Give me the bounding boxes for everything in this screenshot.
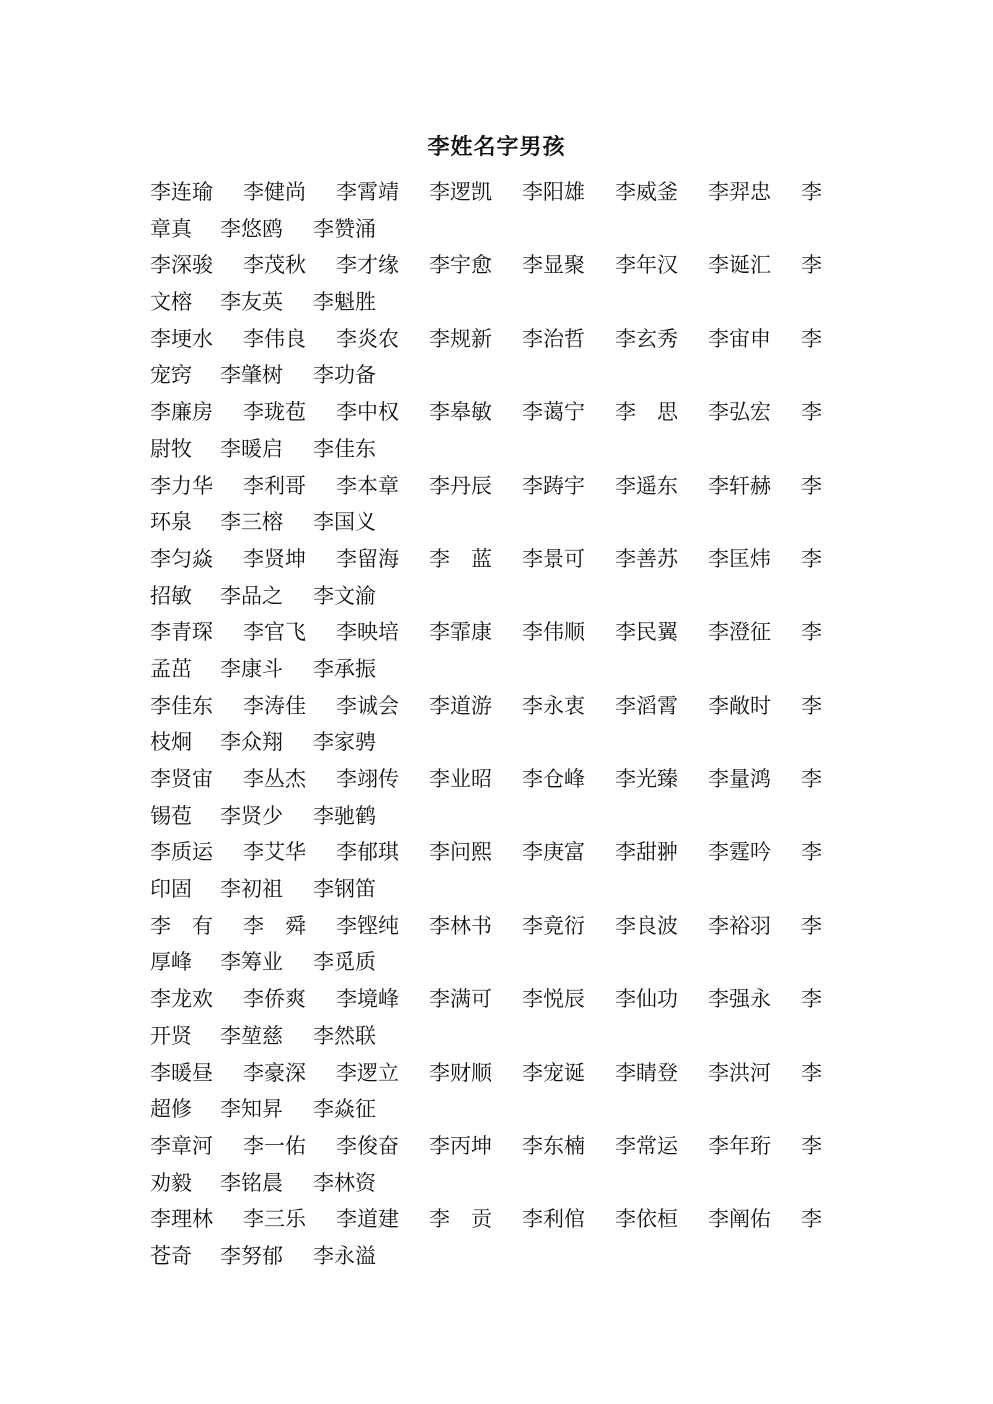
name-entry: 李良波 (615, 913, 678, 938)
name-entry: 李 (801, 1060, 822, 1085)
name-entry: 李道游 (429, 693, 492, 718)
name-entry: 李康斗 (220, 656, 283, 681)
name-entry: 李量鸿 (708, 767, 771, 791)
name-entry: 李道建 (336, 1207, 399, 1232)
name-entry: 宠窍 (150, 363, 192, 388)
page-title: 李姓名字男孩 (427, 134, 566, 160)
name-entry: 李侨爽 (243, 987, 306, 1012)
name-entry: 李留海 (336, 546, 399, 571)
name-line (150, 944, 840, 981)
name-line (150, 871, 840, 908)
name-entry: 李家骋 (313, 730, 376, 755)
name-entry: 李廉房 (150, 400, 213, 425)
name-entry: 李国义 (313, 510, 376, 535)
name-line (150, 1165, 840, 1202)
name-entry: 李友英 (220, 290, 283, 315)
name-line (150, 1091, 840, 1128)
name-entry: 李三乐 (243, 1207, 306, 1232)
name-entry: 李永溢 (313, 1243, 376, 1268)
name-entry: 李年珩 (708, 1133, 771, 1158)
name-entry: 李官飞 (243, 620, 306, 645)
name-line (150, 981, 840, 1018)
name-entry: 李本章 (336, 473, 399, 498)
name-entry: 李肇树 (220, 363, 283, 388)
name-entry: 李丹辰 (429, 473, 492, 498)
name-entry: 李东楠 (522, 1133, 585, 1158)
name-entry: 李强永 (708, 987, 771, 1012)
name-entry: 李才缘 (336, 253, 399, 278)
name-entry: 李境峰 (336, 987, 399, 1012)
name-entry: 李霏康 (429, 620, 492, 645)
name-entry: 李三榕 (220, 510, 283, 535)
name-entry: 李林书 (429, 913, 492, 938)
name-entry: 李 (801, 767, 822, 791)
name-line (150, 1201, 840, 1238)
name-entry: 李力华 (150, 473, 213, 498)
name-entry: 李威釜 (615, 180, 678, 204)
name-entry: 李文渝 (313, 583, 376, 608)
name-entry: 李 (801, 326, 822, 351)
name-line (150, 431, 840, 468)
name-entry: 李功备 (313, 363, 376, 388)
name-entry: 李佳东 (313, 436, 376, 461)
name-line (150, 688, 840, 725)
name-line (150, 761, 840, 798)
name-line (150, 834, 840, 871)
name-entry: 招敏 (150, 583, 192, 608)
name-entry: 李玄秀 (615, 326, 678, 351)
name-entry: 李滔霄 (615, 693, 678, 718)
name-entry: 超修 (150, 1097, 192, 1122)
name-entry: 李羿忠 (708, 180, 771, 204)
name-entry: 李众翔 (220, 730, 283, 755)
name-entry: 李艾华 (243, 840, 306, 865)
name-line (150, 908, 840, 945)
name-entry: 环泉 (150, 510, 192, 535)
name-entry: 李光臻 (615, 767, 678, 791)
name-entry: 李 (801, 1207, 822, 1232)
name-line (150, 247, 840, 284)
name-entry: 李深骏 (150, 253, 213, 278)
name-entry: 李佳东 (150, 693, 213, 718)
name-entry: 李洪河 (708, 1060, 771, 1085)
name-entry: 李敞时 (708, 693, 771, 718)
name-entry: 锡苞 (150, 803, 192, 828)
name-entry: 李映培 (336, 620, 399, 645)
name-entry: 李利哥 (243, 473, 306, 498)
name-entry: 李睛登 (615, 1060, 678, 1085)
name-entry: 李利倌 (522, 1207, 585, 1232)
name-line (150, 578, 840, 615)
name-entry: 李品之 (220, 583, 283, 608)
name-entry: 李俊奋 (336, 1133, 399, 1158)
name-entry: 李阐佑 (708, 1207, 771, 1232)
name-entry: 李宠诞 (522, 1060, 585, 1085)
name-entry: 李诚会 (336, 693, 399, 718)
name-line (150, 651, 840, 688)
name-entry: 开贤 (150, 1023, 192, 1048)
name-entry: 李竟衍 (522, 913, 585, 938)
name-entry: 李 (801, 693, 822, 718)
name-entry: 李青琛 (150, 620, 213, 645)
name-entry: 李踌宇 (522, 473, 585, 498)
name-entry: 李霄靖 (336, 180, 399, 204)
name-entry: 厚峰 (150, 950, 192, 975)
name-entry: 劝毅 (150, 1170, 192, 1195)
name-entry: 李常运 (615, 1133, 678, 1158)
name-entry: 李依桓 (615, 1207, 678, 1232)
name-entry: 李治哲 (522, 326, 585, 351)
name-entry: 李悠鸥 (220, 216, 283, 241)
name-entry: 李贤坤 (243, 546, 306, 571)
name-line (150, 1055, 840, 1092)
name-entry: 李仙功 (615, 987, 678, 1012)
name-entry: 李永衷 (522, 693, 585, 718)
name-entry: 李章河 (150, 1133, 213, 1158)
name-entry: 李 (801, 400, 822, 425)
name-entry: 李魁胜 (313, 290, 376, 315)
name-list (150, 174, 840, 1275)
name-entry: 李茂秋 (243, 253, 306, 278)
name-line (150, 798, 840, 835)
name-entry: 李连瑜 (150, 180, 213, 204)
name-entry: 李 (801, 620, 822, 645)
name-entry: 李 (801, 546, 822, 571)
name-entry: 李 (801, 253, 822, 278)
name-entry: 李规新 (429, 326, 492, 351)
name-line (150, 174, 840, 211)
name-entry: 李龙欢 (150, 987, 213, 1012)
name-entry: 孟茁 (150, 656, 192, 681)
name-line (150, 614, 840, 651)
name-entry: 李初祖 (220, 877, 283, 902)
name-entry: 李理林 (150, 1207, 213, 1232)
name-line (150, 284, 840, 321)
name-entry: 李弘宏 (708, 400, 771, 425)
name-entry: 李轩赫 (708, 473, 771, 498)
name-entry: 李埂水 (150, 326, 213, 351)
name-entry: 李伟顺 (522, 620, 585, 645)
name-line (150, 321, 840, 358)
name-entry: 李年汉 (615, 253, 678, 278)
name-entry: 李业昭 (429, 767, 492, 791)
name-entry: 李丛杰 (243, 767, 306, 791)
name-entry: 李 蓝 (429, 546, 492, 571)
name-entry: 李质运 (150, 840, 213, 865)
name-line (150, 541, 840, 578)
name-entry: 李民翼 (615, 620, 678, 645)
name-entry: 李皋敏 (429, 400, 492, 425)
name-entry: 李仓峰 (522, 767, 585, 791)
name-entry: 李承振 (313, 656, 376, 681)
name-line (150, 724, 840, 761)
name-entry: 李一佑 (243, 1133, 306, 1158)
name-entry: 李知昇 (220, 1097, 283, 1122)
name-entry: 李 (801, 180, 822, 204)
name-entry: 李澄征 (708, 620, 771, 645)
name-entry: 李暖昼 (150, 1060, 213, 1085)
name-entry: 李钢笛 (313, 877, 376, 902)
name-entry: 李善苏 (615, 546, 678, 571)
name-entry: 李 (801, 913, 822, 938)
name-line (150, 1128, 840, 1165)
name-entry: 李霆吟 (708, 840, 771, 865)
name-entry: 李暖启 (220, 436, 283, 461)
name-entry: 李悦辰 (522, 987, 585, 1012)
name-entry: 李贤少 (220, 803, 283, 828)
name-entry: 李匀焱 (150, 546, 213, 571)
name-entry: 李蔼宁 (522, 400, 585, 425)
name-entry: 李遥东 (615, 473, 678, 498)
name-entry: 李觅质 (313, 950, 376, 975)
name-entry: 李宇愈 (429, 253, 492, 278)
name-entry: 李诞汇 (708, 253, 771, 278)
name-entry: 李伟良 (243, 326, 306, 351)
name-line (150, 394, 840, 431)
name-entry: 李炎农 (336, 326, 399, 351)
name-entry: 李驰鹤 (313, 803, 376, 828)
name-entry: 李逻凯 (429, 180, 492, 204)
name-entry: 李焱征 (313, 1097, 376, 1122)
name-entry: 李铭晨 (220, 1170, 283, 1195)
name-entry: 印固 (150, 877, 192, 902)
name-entry: 李甜翀 (615, 840, 678, 865)
name-entry: 李阳雄 (522, 180, 585, 204)
name-line (150, 211, 840, 248)
name-entry: 李满可 (429, 987, 492, 1012)
name-entry: 李涛佳 (243, 693, 306, 718)
name-entry: 李筹业 (220, 950, 283, 975)
name-entry: 李珑苞 (243, 400, 306, 425)
name-entry: 李努郁 (220, 1243, 283, 1268)
name-entry: 李郁琪 (336, 840, 399, 865)
name-entry: 李 思 (615, 400, 678, 425)
name-entry: 李问熙 (429, 840, 492, 865)
name-entry: 李赞涌 (313, 216, 376, 241)
name-entry: 苍奇 (150, 1243, 192, 1268)
name-entry: 李健尚 (243, 180, 306, 204)
name-entry: 李豪深 (243, 1060, 306, 1085)
name-entry: 李逻立 (336, 1060, 399, 1085)
name-entry: 李 (801, 473, 822, 498)
name-entry: 李裕羽 (708, 913, 771, 938)
name-entry: 李翊传 (336, 767, 399, 791)
name-entry: 李景可 (522, 546, 585, 571)
name-line (150, 1018, 840, 1055)
name-entry: 李 (801, 987, 822, 1012)
name-entry: 李铿纯 (336, 913, 399, 938)
name-entry: 李财顺 (429, 1060, 492, 1085)
name-entry: 尉牧 (150, 436, 192, 461)
name-entry: 李林资 (313, 1170, 376, 1195)
name-entry: 李 (801, 1133, 822, 1158)
name-entry: 李显聚 (522, 253, 585, 278)
name-entry: 李 有 (150, 913, 213, 938)
name-entry: 李丙坤 (429, 1133, 492, 1158)
name-entry: 李然联 (313, 1023, 376, 1048)
name-entry: 李 舜 (243, 913, 306, 938)
name-entry: 李 贡 (429, 1207, 492, 1232)
name-entry: 李匡炜 (708, 546, 771, 571)
name-entry: 枝炯 (150, 730, 192, 755)
name-entry: 李 (801, 840, 822, 865)
name-entry: 章真 (150, 216, 192, 241)
name-line (150, 504, 840, 541)
name-entry: 李贤宙 (150, 767, 213, 791)
name-entry: 李庚富 (522, 840, 585, 865)
name-line (150, 468, 840, 505)
name-entry: 文榕 (150, 290, 192, 315)
name-line (150, 357, 840, 394)
name-entry: 李宙申 (708, 326, 771, 351)
name-entry: 李堃慈 (220, 1023, 283, 1048)
name-line (150, 1238, 840, 1275)
name-entry: 李中权 (336, 400, 399, 425)
